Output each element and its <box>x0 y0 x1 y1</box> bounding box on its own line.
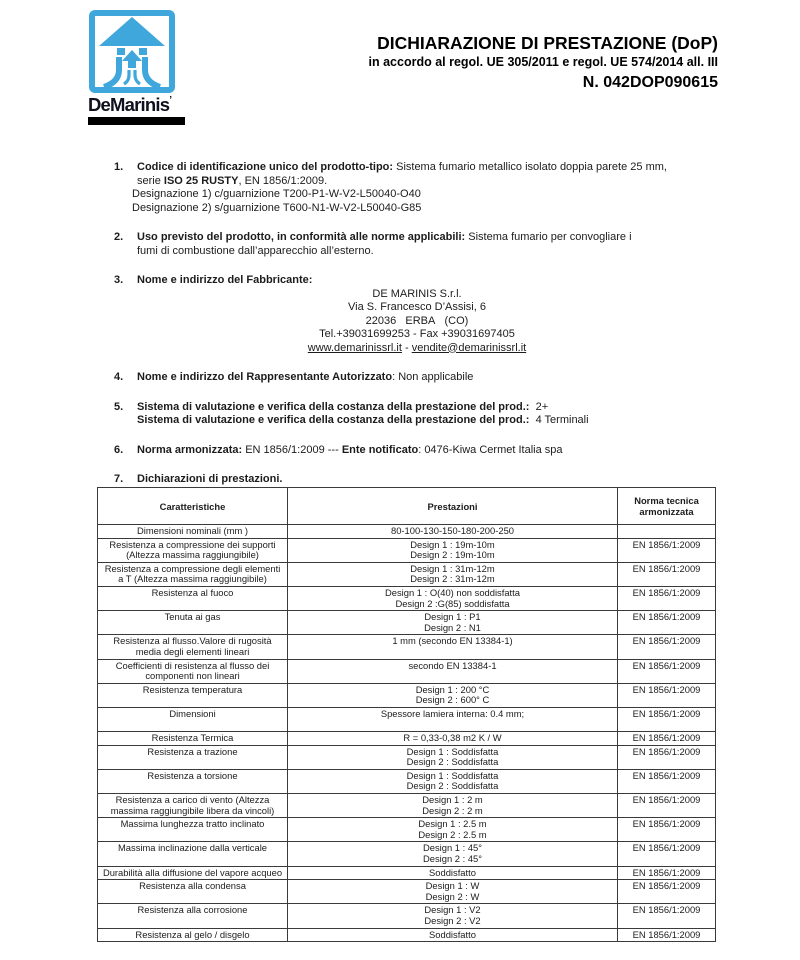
feature-cell: Resistenza Termica <box>98 732 288 746</box>
clause-number: 7. <box>114 473 124 485</box>
performance-cell <box>288 928 618 942</box>
feature-cell: Resistenza alla corrosione <box>98 904 288 928</box>
performance-cell <box>288 904 618 928</box>
performance-line: Design 1 : W <box>425 880 480 892</box>
clause-5-value-1: 2+ <box>529 400 549 413</box>
clause-7-label: Dichiarazioni di prestazioni. <box>137 473 283 485</box>
brand-name: DeMarinis’ <box>88 94 172 115</box>
document-subtitle: in accordo al regol. UE 305/2011 e regol. UE 574/2014 all. III <box>368 55 718 69</box>
clause-text <box>137 274 720 355</box>
feature-cell: Dimensioni <box>98 707 288 731</box>
performance-line: secondo EN 13384-1 <box>408 659 497 671</box>
performance-line: Design 2 : 2 m <box>422 804 483 816</box>
clause-6-label-1: Norma armonizzata: <box>137 443 243 456</box>
clause-6 <box>114 444 720 458</box>
table-header-row <box>98 488 716 525</box>
norm-cell: EN 1856/1:2009 <box>618 611 716 635</box>
clause-number: 4. <box>114 371 124 383</box>
performance-line: Design 1 : P1 <box>424 611 481 623</box>
performance-line: Design 2 : 600° C <box>415 694 490 706</box>
clause-2-value: Sistema fumario per convogliare i <box>465 231 632 243</box>
clause-6-value-1: EN 1856/1:2009 --- <box>242 443 342 456</box>
feature-cell: Resistenza a carico di vento (Altezza massima raggiungibile libera da vincoli) <box>98 794 288 818</box>
clause-number: 2. <box>114 231 124 243</box>
performance-line: Design 2 : 45° <box>423 853 482 865</box>
column-header-prestazioni: Prestazioni <box>288 488 618 525</box>
performance-line: Design 2 : Soddisfatta <box>406 780 499 792</box>
table-row <box>98 866 716 880</box>
clause-5-value-2: 4 Terminali <box>529 414 589 426</box>
feature-cell: Resistenza a torsione <box>98 769 288 793</box>
clause-1-series: ISO 25 RUSTY <box>163 174 239 187</box>
performance-line: Design 1 : Soddisfatta <box>406 769 499 781</box>
table-row <box>98 586 716 610</box>
document-header <box>369 33 718 92</box>
document-number: N. 042DOP090615 <box>582 73 718 91</box>
norm-cell: EN 1856/1:2009 <box>618 880 716 904</box>
norm-cell: EN 1856/1:2009 <box>618 928 716 942</box>
norm-cell: EN 1856/1:2009 <box>618 745 716 769</box>
clause-6-label-2: Ente notificato <box>341 443 419 456</box>
table-row <box>98 769 716 793</box>
performance-cell <box>288 635 618 659</box>
table-row <box>98 904 716 928</box>
clause-1-label: Codice di identificazione unico del prodotto-tipo: <box>137 161 394 173</box>
feature-cell: Resistenza a compressione dei supporti (Altezza massima raggiungibile) <box>98 538 288 562</box>
table-row <box>98 794 716 818</box>
feature-cell: Resistenza a trazione <box>98 745 288 769</box>
feature-cell: Resistenza al gelo / disgelo <box>98 928 288 942</box>
table-row <box>98 659 716 683</box>
address-city: 22036 ERBA (CO) <box>365 314 469 327</box>
performance-line: Design 1 : 45° <box>423 842 482 854</box>
table-row <box>98 635 716 659</box>
performance-line: 80-100-130-150-180-200-250 <box>390 525 514 536</box>
norm-cell <box>618 525 716 539</box>
norm-cell: EN 1856/1:2009 <box>618 769 716 793</box>
feature-cell: Resistenza alla condensa <box>98 880 288 904</box>
table-row <box>98 732 716 746</box>
clause-2 <box>114 231 720 258</box>
feature-cell: Tenuta ai gas <box>98 611 288 635</box>
norm-cell: EN 1856/1:2009 <box>618 586 716 610</box>
column-header-norma: Norma tecnica armonizzata <box>618 488 716 525</box>
table-row <box>98 611 716 635</box>
performance-cell <box>288 880 618 904</box>
clause-text <box>132 161 720 215</box>
performance-line: Design 1 : 19m-10m <box>410 538 495 550</box>
feature-cell: Durabilità alla diffusione del vapore acqueo <box>98 866 288 880</box>
table-row <box>98 683 716 707</box>
clause-4-value: : Non applicabile <box>392 371 474 383</box>
performance-line: Design 2 : W <box>425 890 480 902</box>
performance-cell <box>288 538 618 562</box>
norm-cell: EN 1856/1:2009 <box>618 562 716 586</box>
clause-3-label: Nome e indirizzo del Fabbricante: <box>137 274 313 286</box>
performance-line: Design 2 :G(85) soddisfatta <box>395 597 510 609</box>
performance-cell <box>288 818 618 842</box>
clause-2-line2: fumi di combustione dall’apparecchio all’esterno. <box>137 244 374 257</box>
performance-table <box>97 487 716 942</box>
table-row <box>98 525 716 539</box>
designation-1: Designazione 1) c/guarnizione T200-P1-W-V2-L50040-O40 <box>132 188 421 200</box>
clause-number: 5. <box>114 400 124 413</box>
document-title: DICHIARAZIONE DI PRESTAZIONE (DoP) <box>377 33 718 53</box>
table-row <box>98 707 716 731</box>
manufacturer-address <box>137 288 697 356</box>
clause-1 <box>114 161 720 215</box>
performance-cell <box>288 866 618 880</box>
performance-cell <box>288 769 618 793</box>
clause-1-line2-post: , EN 1856/1:2009. <box>238 174 328 187</box>
norm-cell: EN 1856/1:2009 <box>618 538 716 562</box>
performance-line: Design 2 : V2 <box>424 915 481 926</box>
norm-cell: EN 1856/1:2009 <box>618 866 716 880</box>
clause-text <box>137 371 720 385</box>
clause-6-value-2: : 0476-Kiwa Cermet Italia spa <box>418 443 563 456</box>
column-header-caratteristiche: Caratteristiche <box>98 488 288 525</box>
table-row <box>98 928 716 942</box>
performance-line: Spessore lamiera interna: 0.4 mm; <box>380 707 525 719</box>
clause-number: 3. <box>114 274 124 286</box>
performance-cell <box>288 683 618 707</box>
clause-1-line2-pre: serie <box>137 174 164 187</box>
feature-cell: Coefficienti di resistenza al flusso dei componenti non lineari <box>98 659 288 683</box>
norm-cell: EN 1856/1:2009 <box>618 707 716 731</box>
clause-number: 6. <box>114 443 124 456</box>
norm-cell: EN 1856/1:2009 <box>618 904 716 928</box>
feature-cell: Resistenza temperatura <box>98 683 288 707</box>
clause-1-value: Sistema fumario metallico isolato doppia parete 25 mm, <box>393 161 667 173</box>
performance-cell <box>288 562 618 586</box>
performance-line: Soddisfatto <box>429 928 476 940</box>
performance-line: Design 1 : 2 m <box>422 794 483 806</box>
clause-2-label: Uso previsto del prodotto, in conformità alle norme applicabili: <box>137 231 466 243</box>
performance-line: Design 1 : 200 °C <box>415 683 490 695</box>
performance-line: Design 1 : Soddisfatta <box>406 745 499 757</box>
clause-5-label-2: Sistema di valutazione e verifica della costanza della prestazione del prod.: <box>137 414 530 426</box>
performance-line: Design 1 : 31m-12m <box>410 562 495 574</box>
performance-line: Design 1 : V2 <box>424 904 481 916</box>
norm-cell: EN 1856/1:2009 <box>618 635 716 659</box>
clause-text <box>137 231 720 258</box>
performance-cell <box>288 659 618 683</box>
performance-cell <box>288 707 618 731</box>
feature-cell: Massima lunghezza tratto inclinato <box>98 818 288 842</box>
norm-cell: EN 1856/1:2009 <box>618 794 716 818</box>
clause-list <box>114 161 720 503</box>
performance-line: Design 2 : Soddisfatta <box>406 756 499 768</box>
norm-cell: EN 1856/1:2009 <box>618 659 716 683</box>
link-separator: - <box>401 341 412 354</box>
performance-line: 1 mm (secondo EN 13384-1) <box>392 635 513 647</box>
clause-5 <box>114 401 720 428</box>
address-links <box>137 342 697 356</box>
performance-cell <box>288 732 618 746</box>
email-link[interactable]: vendite@demarinissrl.it <box>411 341 527 354</box>
table-row <box>98 745 716 769</box>
table-row <box>98 842 716 866</box>
clause-text <box>137 444 720 458</box>
feature-cell: Dimensioni nominali (mm ) <box>98 525 288 539</box>
performance-cell <box>288 611 618 635</box>
norm-cell: EN 1856/1:2009 <box>618 818 716 842</box>
clause-text <box>137 401 720 428</box>
performance-cell <box>288 794 618 818</box>
feature-cell: Resistenza al flusso.Valore di rugosità media degli elementi lineari <box>98 635 288 659</box>
table-row <box>98 880 716 904</box>
address-phone: Tel.+39031699253 - Fax +39031697405 <box>319 328 515 340</box>
designation-2: Designazione 2) s/guarnizione T600-N1-W-V2-L50040-G85 <box>132 201 422 214</box>
performance-cell <box>288 745 618 769</box>
clause-4-label: Nome e indirizzo del Rappresentante Autorizzato <box>137 371 393 383</box>
performance-line: Design 2 : 2.5 m <box>418 828 487 840</box>
address-company: DE MARINIS S.r.l. <box>372 287 462 300</box>
table-row <box>98 818 716 842</box>
address-street: Via S. Francesco D’Assisi, 6 <box>348 301 486 313</box>
performance-line: R = 0,33-0,38 m2 K / W <box>403 732 502 744</box>
feature-cell: Massima inclinazione dalla verticale <box>98 842 288 866</box>
performance-line: Soddisfatto <box>429 866 476 878</box>
feature-cell: Resistenza al fuoco <box>98 586 288 610</box>
norm-cell: EN 1856/1:2009 <box>618 683 716 707</box>
clause-4 <box>114 371 720 385</box>
performance-table-body <box>98 525 716 942</box>
clause-5-label-1: Sistema di valutazione e verifica della costanza della prestazione del prod.: <box>137 400 530 413</box>
table-row <box>98 538 716 562</box>
table-row <box>98 562 716 586</box>
performance-cell <box>288 525 618 539</box>
demarinis-logo <box>88 10 188 125</box>
performance-cell <box>288 586 618 610</box>
performance-line: Design 1 : O(40) non soddisfatta <box>385 586 520 598</box>
clause-number: 1. <box>114 161 124 173</box>
norm-cell: EN 1856/1:2009 <box>618 732 716 746</box>
brand-mark: ’ <box>169 95 172 106</box>
norm-cell: EN 1856/1:2009 <box>618 842 716 866</box>
performance-line: Design 2 : N1 <box>424 621 481 633</box>
performance-line: Design 2 : 31m-12m <box>410 573 495 585</box>
clause-7 <box>114 473 720 487</box>
feature-cell: Resistenza a compressione degli elementi a T (Altezza massima raggiungibile) <box>98 562 288 586</box>
website-link[interactable]: www.demarinissrl.it <box>307 341 402 354</box>
performance-cell <box>288 842 618 866</box>
logo-underline-bar <box>88 117 185 125</box>
clause-3 <box>114 274 720 355</box>
chimney-arrow-icon <box>88 10 188 94</box>
performance-line: Design 1 : 2.5 m <box>418 818 487 830</box>
performance-line: Design 2 : 19m-10m <box>410 549 495 561</box>
performance-line <box>291 720 614 731</box>
clause-text <box>137 473 720 487</box>
